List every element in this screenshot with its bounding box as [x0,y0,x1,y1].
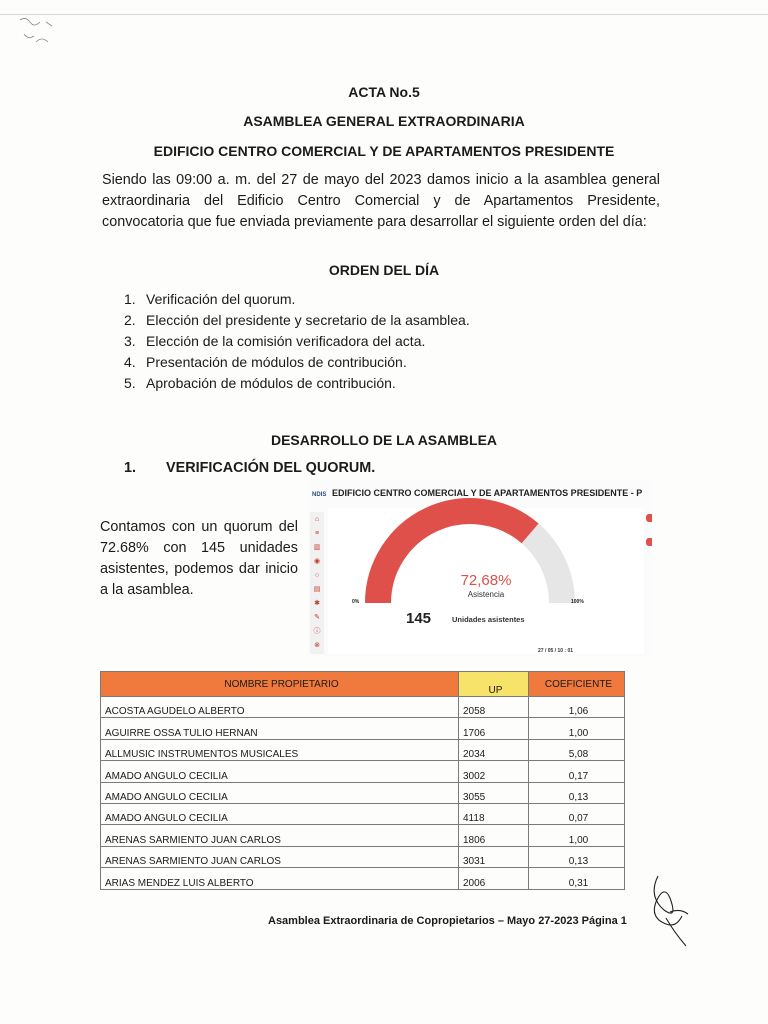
table-row [101,825,625,846]
cell-coef: 0,13 [529,782,625,803]
page-top-edge [0,14,768,15]
gauge-min-label: 0% [352,599,360,605]
development-title: DESARROLLO DE LA ASAMBLEA [270,432,498,448]
side-button[interactable] [646,514,652,522]
header-coef: COEFICIENTE [529,672,625,697]
cell-name: AGUIRRE OSSA TULIO HERNAN [101,718,459,739]
home-icon: ⌂ [314,516,320,523]
side-button[interactable] [646,538,652,546]
table-row [101,782,625,803]
attendance-label: Asistencia [467,590,505,599]
cell-name: AMADO ANGULO CECILIA [101,782,459,803]
cell-name: AMADO ANGULO CECILIA [101,803,459,824]
header-name: NOMBRE PROPIETARIO [101,672,459,697]
agenda-title: ORDEN DEL DÍA [328,262,440,278]
attendance-percent: 72,68% [460,572,512,589]
cell-coef: 0,13 [529,846,625,867]
gauge-max-label: 100% [571,599,584,605]
cell-coef: 0,17 [529,761,625,782]
cell-coef: 5,08 [529,739,625,760]
close-icon: ⊗ [314,642,320,649]
intro-paragraph: Siendo las 09:00 a. m. del 27 de mayo del 2023 damos inicio a la asamblea general extraordinaria del Edificio Centro Comercial y de Apartamentos Presidente, convocatoria que fue enviada previamente para desarrollar el siguiente orden del día: [102,172,660,230]
doc-icon: ▤ [313,586,321,593]
logo: NDIS [312,492,327,498]
agenda-item: 2. Elección del presidente y secretario de la asamblea. [124,312,470,328]
section-heading: 1. VERIFICACIÓN DEL QUORUM. [124,460,376,476]
cell-coef: 1,00 [529,825,625,846]
table-header-row [101,672,625,697]
edit-icon: ✎ [314,614,320,621]
table-row [101,739,625,760]
settings-icon: ✱ [314,600,320,607]
chart-icon: ▥ [313,544,321,551]
agenda-item: 4. Presentación de módulos de contribución. [124,354,407,370]
cell-name: ARENAS SARMIENTO JUAN CARLOS [101,846,459,867]
agenda-item: 5. Aprobación de módulos de contribución. [124,375,396,391]
dashboard-timestamp: 27 / 05 / 10 : 01 [538,648,574,654]
cell-name: ARENAS SARMIENTO JUAN CARLOS [101,825,459,846]
cell-up: 3031 [459,846,529,867]
cell-name: ARIAS MENDEZ LUIS ALBERTO [101,868,459,889]
search-icon: ○ [314,572,320,579]
cell-up: 3055 [459,782,529,803]
table-row [101,846,625,867]
cell-up: 3002 [459,761,529,782]
acta-number: ACTA No.5 [348,84,420,100]
units-count: 145 [406,610,432,627]
gauge-svg [308,480,652,656]
table-row [101,868,625,889]
cell-name: ALLMUSIC INSTRUMENTOS MUSICALES [101,739,459,760]
agenda-item: 1. Verificación del quorum. [124,291,296,307]
owners-table [100,671,625,890]
cell-name: AMADO ANGULO CECILIA [101,761,459,782]
table-row [101,803,625,824]
table-row [101,761,625,782]
list-icon: ≡ [314,530,320,537]
cell-coef: 0,31 [529,868,625,889]
agenda-item: 3. Elección de la comisión verificadora del acta. [124,333,426,349]
scan-smudge [16,12,76,52]
units-label: Unidades asistentes [452,615,525,624]
page-footer: Asamblea Extraordinaria de Copropietarios – Mayo 27-2023 Página 1 [268,915,627,927]
quorum-paragraph: Contamos con un quorum del 72.68% con 145 unidades asistentes, podemos dar inicio a la asamblea. [100,519,298,598]
cell-up: 4118 [459,803,529,824]
info-icon: ⓘ [313,628,321,635]
user-icon: ◉ [313,558,321,565]
dashboard-title: EDIFICIO CENTRO COMERCIAL Y DE APARTAMENTOS PRESIDENTE - P [332,488,643,498]
cell-up: 2034 [459,739,529,760]
quorum-dashboard-screenshot [308,480,652,656]
cell-name: ACOSTA AGUDELO ALBERTO [101,697,459,718]
cell-coef: 1,06 [529,697,625,718]
header-up: UP [459,672,529,697]
cell-coef: 1,00 [529,718,625,739]
cell-up: 1706 [459,718,529,739]
cell-coef: 0,07 [529,803,625,824]
cell-up: 1806 [459,825,529,846]
building-title: EDIFICIO CENTRO COMERCIAL Y DE APARTAMENTOS PRESIDENTE [153,143,615,159]
table-row [101,718,625,739]
cell-up: 2058 [459,697,529,718]
agenda-list [124,289,470,394]
handwritten-signature [636,868,700,950]
assembly-title: ASAMBLEA GENERAL EXTRAORDINARIA [243,113,525,129]
table-row [101,697,625,718]
cell-up: 2006 [459,868,529,889]
